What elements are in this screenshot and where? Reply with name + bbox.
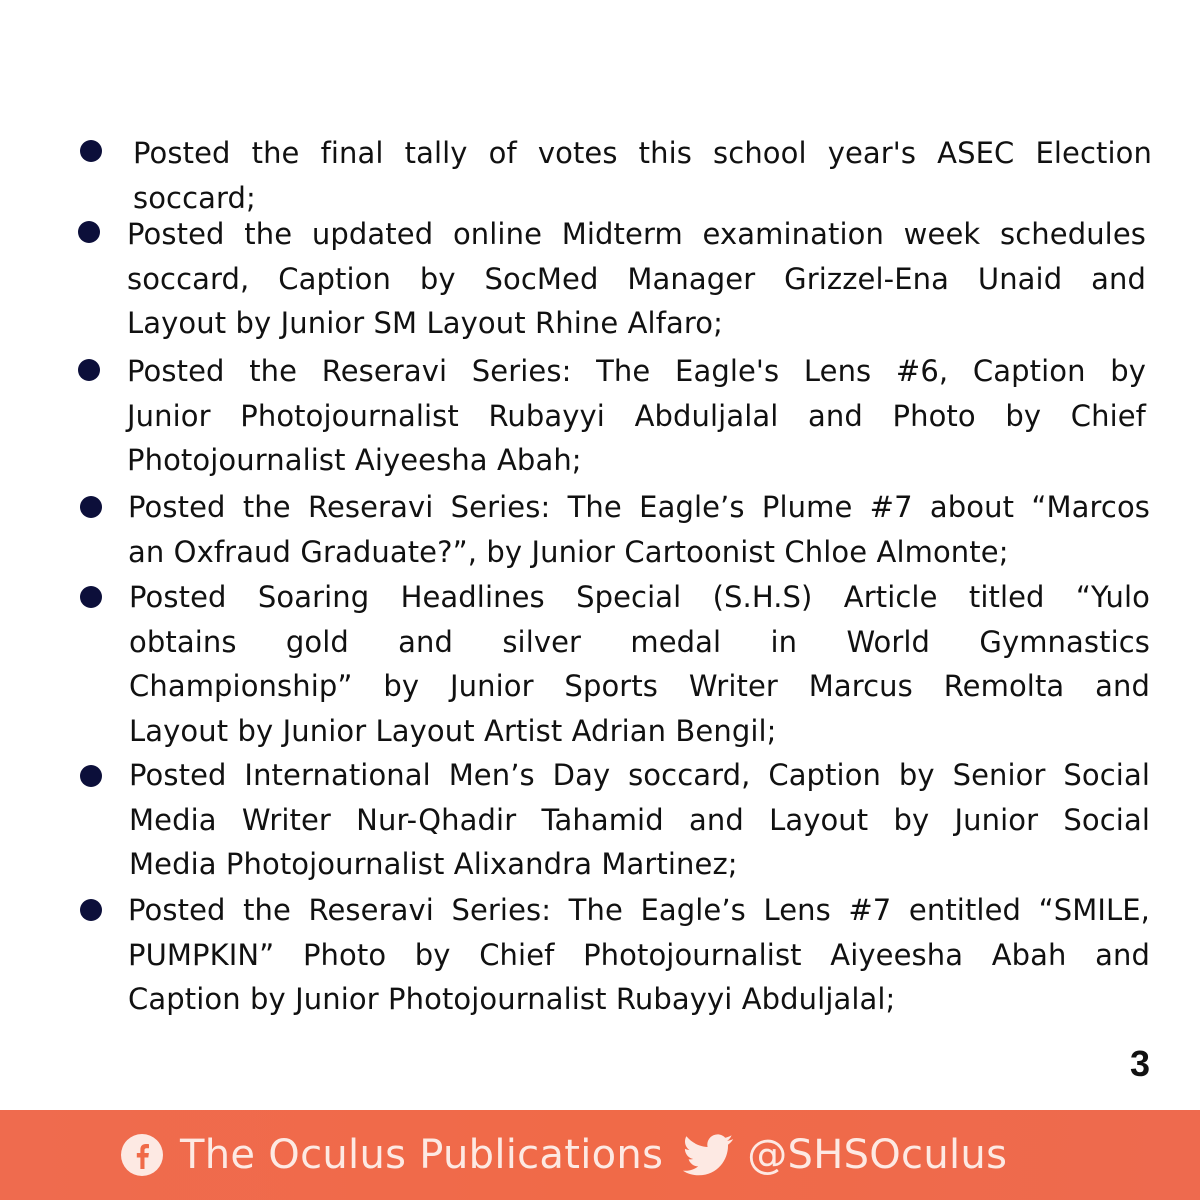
list-item-line: Championship” by Junior Sports Writer Marcus Remolta and: [129, 669, 1150, 703]
bullet-icon: [80, 765, 102, 787]
list-item-line: Layout by Junior Layout Artist Adrian Bengil;: [129, 713, 777, 748]
footer-banner: [0, 1110, 1200, 1200]
facebook-label: The Oculus Publications: [180, 1132, 664, 1178]
list-item-line: Posted Soaring Headlines Special (S.H.S) Article titled “Yulo: [129, 580, 1150, 614]
list-item-line: Media Writer Nur-Qhadir Tahamid and Layout by Junior Social: [129, 802, 1150, 837]
list-item-line: soccard, Caption by SocMed Manager Grizzel-Ena Unaid and: [127, 261, 1146, 296]
list-item-line: Junior Photojournalist Rubayyi Abduljalal and Photo by Chief: [127, 398, 1146, 433]
list-item-line: Posted the final tally of votes this school year's ASEC Election: [133, 136, 1152, 170]
list-item-text: [127, 212, 1146, 346]
list-item-line: soccard;: [133, 180, 256, 215]
list-item-text: [129, 575, 1150, 753]
list-item-text: [127, 349, 1146, 483]
facebook-icon: [120, 1133, 164, 1177]
list-item-line: Posted the Reseravi Series: The Eagle’s Lens #7 entitled “SMILE,: [128, 893, 1150, 927]
twitter-bird-icon: [681, 1133, 735, 1177]
bullet-icon: [80, 140, 102, 162]
list-item-line: Posted the Reseravi Series: The Eagle’s Plume #7 about “Marcos: [128, 490, 1150, 524]
list-item-text: [133, 131, 1152, 220]
bullet-icon: [78, 221, 100, 243]
list-item-line: Layout by Junior SM Layout Rhine Alfaro;: [127, 306, 723, 340]
list-item-line: Media Photojournalist Alixandra Martinez;: [129, 847, 738, 881]
twitter-handle: @SHSOculus: [747, 1132, 1008, 1178]
page-number: 3: [1129, 1043, 1150, 1084]
list-item-text: [128, 485, 1150, 574]
list-item-line: an Oxfraud Graduate?”, by Junior Cartoonist Chloe Almonte;: [128, 534, 1009, 569]
list-item-line: obtains gold and silver medal in World Gymnastics: [129, 624, 1150, 659]
bullet-icon: [78, 359, 100, 381]
bullet-icon: [80, 496, 102, 518]
list-item-line: Photojournalist Aiyeesha Abah;: [127, 443, 582, 477]
bullet-icon: [80, 586, 102, 608]
list-item-text: [128, 888, 1150, 1022]
list-item-text: [129, 753, 1150, 887]
list-item-line: Posted the Reseravi Series: The Eagle's Lens #6, Caption by: [127, 354, 1146, 388]
list-item-line: Posted International Men’s Day soccard, Caption by Senior Social: [129, 758, 1150, 792]
list-item-line: PUMPKIN” Photo by Chief Photojournalist Aiyeesha Abah and: [128, 937, 1150, 972]
list-item-line: Caption by Junior Photojournalist Rubayyi Abduljalal;: [128, 982, 896, 1016]
bullet-icon: [80, 899, 102, 921]
list-item-line: Posted the updated online Midterm examination week schedules: [127, 217, 1146, 251]
